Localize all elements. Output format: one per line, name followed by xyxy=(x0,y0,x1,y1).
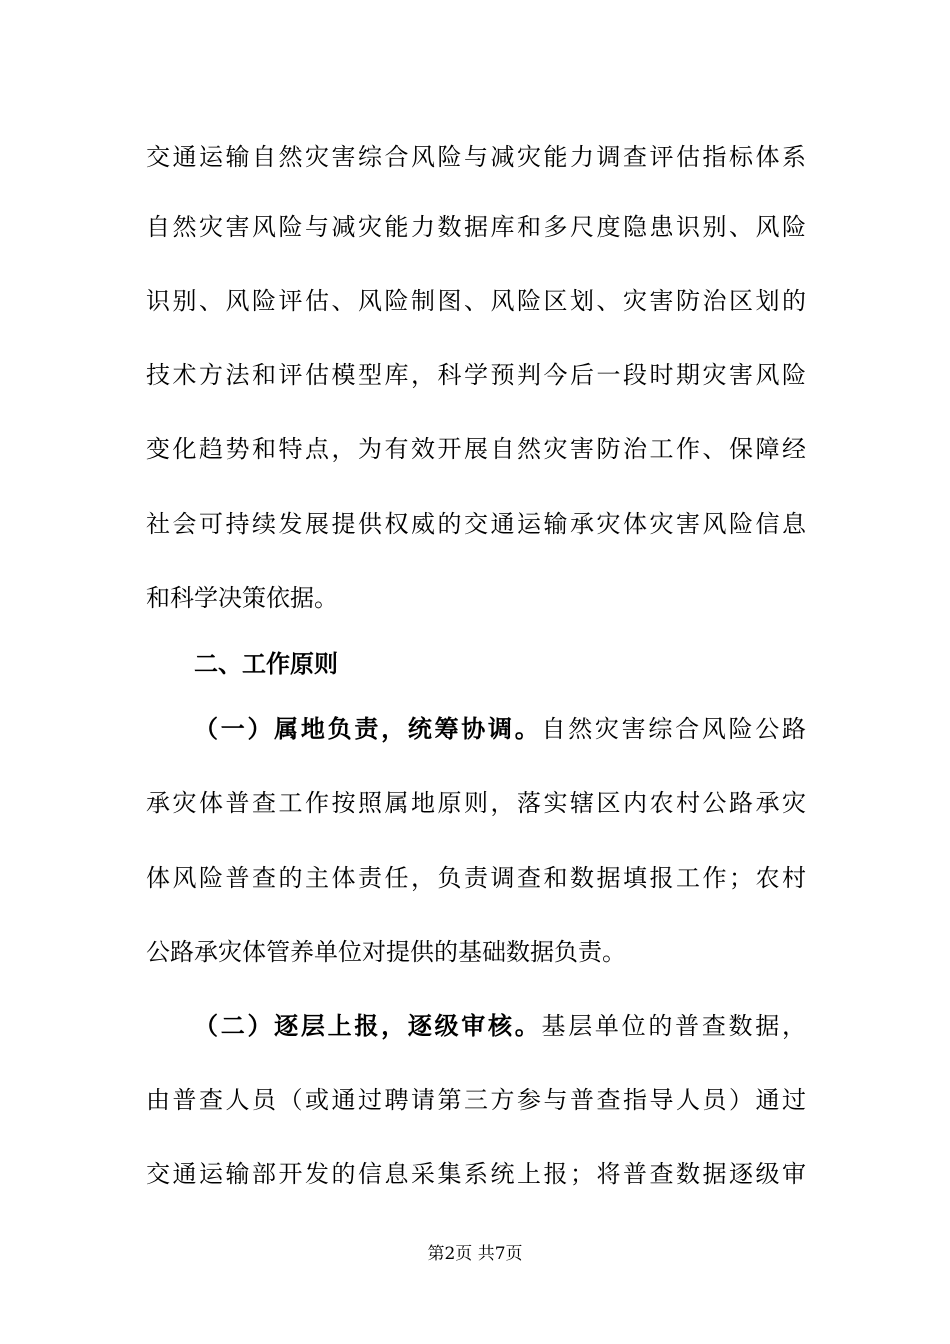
section-heading: 二、工作原则 xyxy=(194,650,338,678)
body-text-line: 公路承灾体管养单位对提供的基础数据负责。 xyxy=(146,938,626,966)
body-text-line: 技术方法和评估模型库，科学预判今后一段时期灾害风险 xyxy=(146,361,806,389)
body-text-line: 自然灾害风险与减灾能力数据库和多尺度隐患识别、风险 xyxy=(146,213,806,241)
item-1-title: （一）属地负责，统筹协调。 xyxy=(194,715,542,743)
item-1-first-line xyxy=(194,709,806,749)
item-2-text: 基层单位的普查数据， xyxy=(541,1012,806,1040)
body-text-line: 识别、风险评估、风险制图、风险区划、灾害防治区划的 xyxy=(146,287,806,315)
item-2-title: （二）逐层上报，逐级审核。 xyxy=(194,1012,542,1040)
item-2-first-line xyxy=(194,1006,806,1046)
body-text-line: 由普查人员（或通过聘请第三方参与普查指导人员）通过 xyxy=(146,1086,806,1114)
page-number-footer: 第2页 共7页 xyxy=(427,1244,523,1264)
body-text-line: 和科学决策依据。 xyxy=(146,584,338,612)
body-text-line: 交通运输自然灾害综合风险与减灾能力调查评估指标体系 xyxy=(146,143,806,171)
body-text-line: 变化趋势和特点，为有效开展自然灾害防治工作、保障经 xyxy=(146,435,806,463)
body-text-line: 承灾体普查工作按照属地原则，落实辖区内农村公路承灾 xyxy=(146,789,806,817)
item-1-text: 自然灾害综合风险公路 xyxy=(541,715,806,743)
body-text-line: 体风险普查的主体责任，负责调查和数据填报工作；农村 xyxy=(146,864,806,892)
body-text-line: 交通运输部开发的信息采集系统上报；将普查数据逐级审 xyxy=(146,1160,806,1188)
body-text-line: 社会可持续发展提供权威的交通运输承灾体灾害风险信息 xyxy=(146,510,806,538)
